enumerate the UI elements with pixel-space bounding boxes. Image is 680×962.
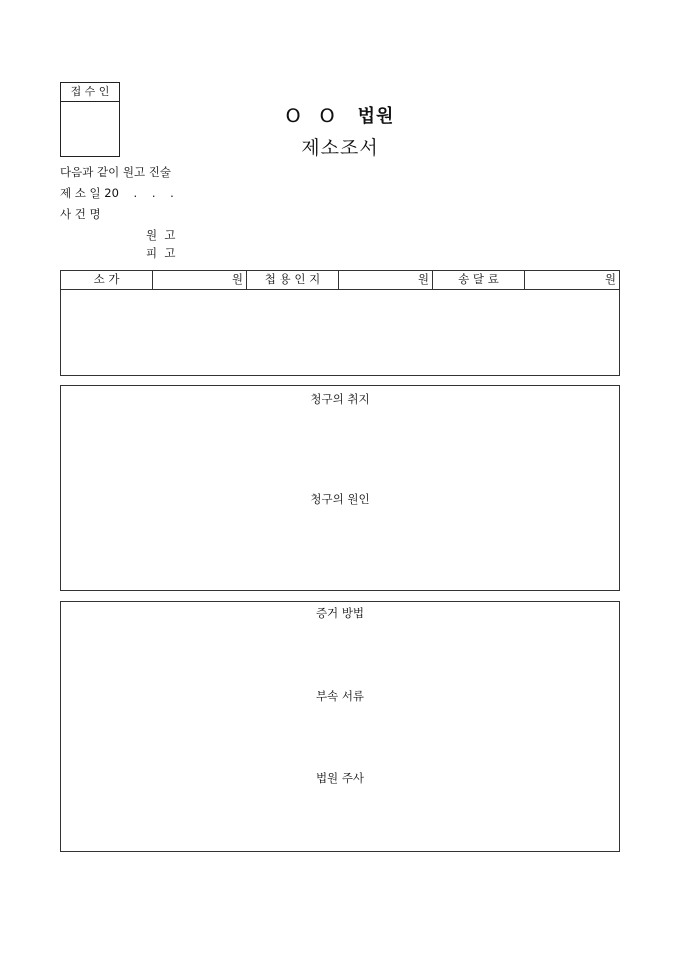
court-name-heading [0, 102, 680, 128]
plaintiff-label: 원 고 [146, 228, 176, 242]
stamp-duty-unit: 원 [339, 271, 433, 289]
fee-table [60, 270, 620, 376]
filing-date-line: 제 소 일 20 . . . [60, 186, 174, 200]
service-fee-unit: 원 [604, 272, 616, 286]
receipt-stamp-label: 접 수 인 [61, 83, 119, 102]
case-name-line: 사 건 명 [60, 207, 101, 221]
claims-box [60, 385, 620, 591]
evidence-box [60, 601, 620, 852]
court-placeholder-circle: O [319, 105, 336, 127]
fee-header-row [61, 271, 619, 290]
court-placeholder-circle: O [285, 105, 302, 127]
service-fee-label: 송 달 료 [433, 271, 525, 289]
claim-purpose-heading: 청구의 취지 [310, 392, 370, 406]
attachments-heading: 부속 서류 [315, 689, 365, 703]
statement-line: 다음과 같이 원고 진술 [60, 165, 171, 179]
court-clerk-heading: 법원 주사 [315, 771, 365, 785]
claim-value-label: 소 가 [61, 271, 153, 289]
claim-value-unit: 원 [153, 271, 247, 289]
document-title: 제소조서 [301, 137, 379, 159]
evidence-method-heading: 증거 방법 [315, 606, 365, 620]
court-label: 법원 [357, 106, 395, 127]
claim-cause-heading: 청구의 원인 [310, 492, 370, 506]
stamp-duty-label: 첩 용 인 지 [247, 271, 339, 289]
defendant-label: 피 고 [146, 246, 176, 260]
